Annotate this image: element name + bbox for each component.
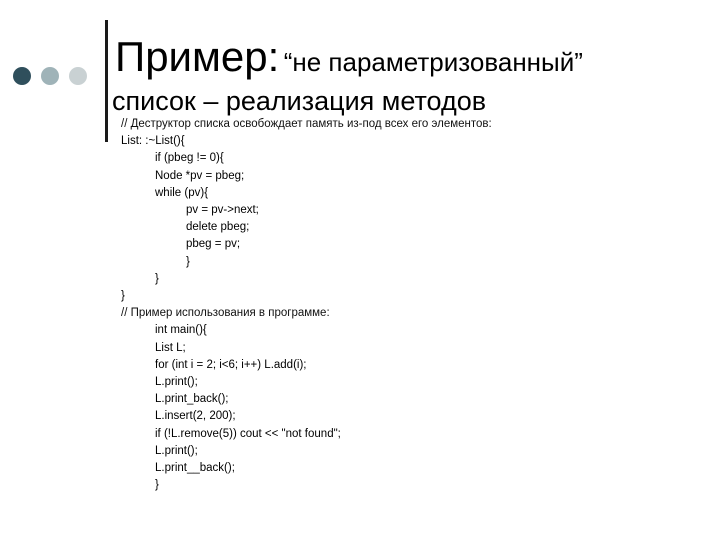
code-line: }	[155, 272, 159, 285]
code-line: L.print__back();	[155, 462, 235, 474]
code-comment-line: // Деструктор списка освобождает память из-под всех его элементов:	[121, 118, 492, 130]
slide-title	[115, 33, 583, 80]
code-line: List L;	[155, 341, 186, 354]
code-line: pv = pv->next;	[186, 204, 259, 216]
code-line: if (!L.remove(5)) cout << "not found";	[155, 427, 341, 440]
title-main: Пример:	[115, 33, 280, 80]
code-line: Node *pv = pbeg;	[155, 169, 245, 182]
code-line: L.print();	[155, 444, 198, 457]
code-line: delete pbeg;	[186, 221, 250, 234]
code-line: if (pbeg != 0){	[155, 152, 224, 165]
code-line: pbeg = pv;	[186, 238, 241, 251]
code-line: L.insert(2, 200);	[155, 410, 236, 423]
medium-dot-icon	[41, 67, 59, 85]
code-line: }	[186, 255, 190, 268]
code-line: int main(){	[155, 324, 207, 337]
code-line: L.print_back();	[155, 393, 229, 406]
code-line: while (pv){	[155, 186, 209, 199]
title-divider	[105, 20, 108, 142]
code-line: List: :~List(){	[121, 135, 185, 148]
code-line: for (int i = 2; i<6; i++) L.add(i);	[155, 358, 307, 371]
slide-subtitle: список – реализация методов	[112, 86, 487, 116]
dark-dot-icon	[13, 67, 31, 85]
code-comment-line: // Пример использования в программе:	[121, 307, 330, 320]
title-quoted: “не параметризованный”	[283, 47, 583, 77]
code-line: }	[155, 479, 159, 492]
light-dot-icon	[69, 67, 87, 85]
code-line: }	[121, 290, 125, 302]
code-line: L.print();	[155, 376, 198, 388]
